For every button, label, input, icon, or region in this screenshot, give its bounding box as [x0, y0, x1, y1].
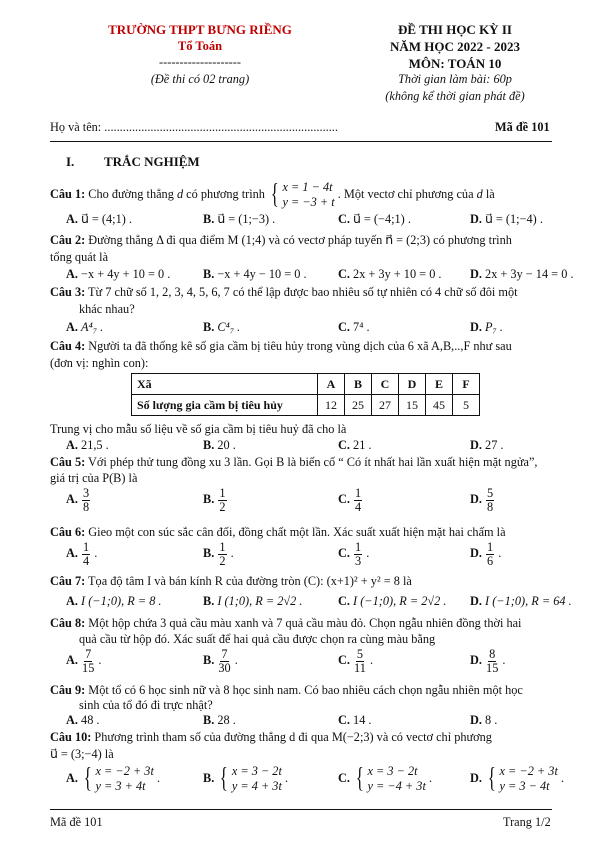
option-b[interactable]: B. I (1;0), R = 2√2 . — [203, 594, 303, 608]
exam-title: ĐỀ THI HỌC KỲ II — [398, 22, 512, 37]
question-text: Tọa độ tâm I và bán kính R của đường tròn (C): (x+1)² + y² = 8 là — [88, 574, 412, 588]
exam-time-note: (không kể thời gian phát đề) — [385, 89, 525, 103]
option-d[interactable]: D. $\frac{5}{8}$ — [470, 486, 494, 514]
option-a[interactable]: A. I (−1;0), R = 8 . — [66, 594, 162, 608]
table-cell: 5 — [453, 395, 480, 416]
question-5 — [50, 455, 538, 470]
question-text: (đơn vị: nghìn con): — [50, 356, 149, 370]
option-a[interactable]: A. −x + 4y + 10 = 0 . — [66, 267, 171, 281]
table-row — [132, 374, 480, 395]
question-7 — [50, 574, 412, 589]
question-label: Câu 4: — [50, 339, 86, 353]
question-text: Một tổ có 6 học sinh nữ và 8 học sinh nam. Có bao nhiêu cách chọn ngẫu nhiên một học — [88, 683, 523, 697]
option-b[interactable]: B. $\frac{1}{2}$ . — [203, 540, 234, 568]
department: Tổ Toán — [177, 39, 223, 53]
option-a[interactable]: A. { x = −2 + 3t y = 3 + 4t . — [66, 763, 161, 795]
question-2 — [50, 233, 512, 248]
eq-y: y = −3 + t — [282, 195, 335, 210]
option-d[interactable]: D. I (−1;0), R = 64 . — [470, 594, 572, 608]
question-label: Câu 1: — [50, 187, 86, 202]
option-c[interactable]: C. 2x + 3y + 10 = 0 . — [338, 267, 442, 281]
table-cell: F — [453, 374, 480, 395]
question-label: Câu 10: — [50, 730, 92, 744]
question-6 — [50, 525, 506, 540]
option-c[interactable]: C. 7⁴ . — [338, 320, 370, 334]
footer-divider — [50, 809, 552, 810]
question-label: Câu 6: — [50, 525, 86, 539]
question-8 — [50, 616, 521, 631]
option-b[interactable]: B. C⁴₇ . — [203, 320, 241, 334]
option-b[interactable]: B. 28 . — [203, 713, 236, 727]
question-text: có phương trình — [186, 187, 265, 202]
question-text: Một hộp chứa 3 quả cầu màu xanh và 7 quả cầu màu đỏ. Chọn ngẫu nhiên đồng thời hai — [88, 616, 522, 630]
table-cell: Xã — [132, 374, 318, 395]
exam-code: Mã đề 101 — [495, 120, 550, 134]
question-label: Câu 5: — [50, 455, 86, 469]
question-1 — [50, 180, 495, 211]
question-text: Đường thẳng Δ đi qua điểm M (1;4) và có vectơ pháp tuyến n⃗ = (2;3) có phương trình — [88, 233, 512, 247]
option-a[interactable]: A. 48 . — [66, 713, 100, 727]
footer-page: Trang 1/2 — [503, 815, 551, 829]
question-text: là — [485, 187, 495, 202]
question-text: sinh của tổ đó đi trực nhật? — [79, 698, 213, 712]
table-cell: 45 — [426, 395, 453, 416]
eq-x: x = 1 − 4t — [282, 180, 333, 194]
var-d: d — [476, 187, 483, 202]
school-year: NĂM HỌC 2022 - 2023 — [390, 39, 520, 54]
option-d[interactable]: D. $\frac{8}{15}$ . — [470, 647, 506, 675]
question-9 — [50, 683, 523, 698]
question-text: . Một vectơ chỉ phương của — [337, 187, 474, 202]
option-c[interactable]: C. I (−1;0), R = 2√2 . — [338, 594, 447, 608]
option-d[interactable]: D. 27 . — [470, 438, 504, 452]
table-cell: A — [318, 374, 345, 395]
option-b[interactable]: B. $\frac{1}{2}$ — [203, 486, 226, 514]
question-text: Từ 7 chữ số 1, 2, 3, 4, 5, 6, 7 có thể lập được bao nhiêu số tự nhiên có 4 chữ số đôi một — [88, 285, 518, 299]
question-text: khác nhau? — [79, 302, 135, 316]
option-a[interactable]: A. 21,5 . — [66, 438, 109, 452]
question-label: Câu 2: — [50, 233, 86, 247]
question-label: Câu 7: — [50, 574, 86, 588]
table-cell: E — [426, 374, 453, 395]
option-d[interactable]: D. $\frac{1}{6}$ . — [470, 540, 502, 568]
table-cell: 12 — [318, 395, 345, 416]
data-table — [131, 373, 480, 416]
question-text: Phương trình tham số của đường thẳng d đi qua M(−2;3) và có vectơ chỉ phương — [94, 730, 492, 744]
option-a[interactable]: A. $\frac{3}{8}$ — [66, 486, 90, 514]
question-text: quả cầu từ hộp đó. Xác suất để hai quả cầu được chọn ra cùng màu bằng — [79, 632, 436, 646]
question-text: Cho đường thẳng — [88, 187, 174, 202]
question-text: Trung vị cho mẫu số liệu về số gia cầm bị tiêu huỷ đã cho là — [50, 422, 347, 436]
table-row — [132, 395, 480, 416]
student-name-field[interactable]: Họ và tên: ............................................................................ — [50, 120, 338, 134]
section-title: TRẮC NGHIỆM — [104, 154, 200, 169]
option-a[interactable]: A. A⁴₇ . — [66, 320, 104, 334]
option-d[interactable]: D. 8 . — [470, 713, 498, 727]
option-b[interactable]: B. { x = 3 − 2t y = 4 + 3t . — [203, 763, 289, 795]
question-text: Người ta đã thống kê số gia cầm bị tiêu hủy trong vùng dịch của 6 xã A,B,..,F như sau — [88, 339, 512, 353]
option-c[interactable]: C. $\frac{5}{11}$ . — [338, 647, 374, 675]
question-3 — [50, 285, 518, 300]
table-cell: C — [372, 374, 399, 395]
table-cell: Số lượng gia cầm bị tiêu hủy — [132, 395, 318, 416]
table-cell: 25 — [345, 395, 372, 416]
header-divider — [50, 141, 552, 142]
table-cell: 15 — [399, 395, 426, 416]
question-label: Câu 3: — [50, 285, 86, 299]
var-d: d — [176, 187, 184, 202]
option-a[interactable]: A. $\frac{1}{4}$ . — [66, 540, 98, 568]
subject: MÔN: TOÁN 10 — [408, 56, 502, 71]
question-label: Câu 8: — [50, 616, 86, 630]
option-d[interactable]: D. { x = −2 + 3t y = 3 − 4t . — [470, 763, 565, 795]
option-c[interactable]: C. $\frac{1}{3}$ . — [338, 540, 370, 568]
table-cell: B — [345, 374, 372, 395]
option-b[interactable]: B. −x + 4y − 10 = 0 . — [203, 267, 307, 281]
question-text: u⃗ = (3;−4) là — [50, 747, 114, 761]
option-a[interactable]: A. $\frac{7}{15}$ . — [66, 647, 102, 675]
option-b[interactable]: B. u⃗ = (1;−3) . — [203, 212, 276, 226]
footer-code: Mã đề 101 — [50, 815, 103, 829]
question-text: giá trị của P(B) là — [50, 471, 138, 485]
header-dashes: -------------------- — [159, 55, 241, 69]
option-d[interactable]: D. P₇ . — [470, 320, 503, 334]
exam-time: Thời gian làm bài: 60p — [398, 72, 512, 86]
question-text: tổng quát là — [50, 250, 109, 264]
option-c[interactable]: C. u⃗ = (−4;1) . — [338, 212, 411, 226]
question-label: Câu 9: — [50, 683, 86, 697]
question-10 — [50, 730, 492, 745]
option-c[interactable]: C. { x = 3 − 2t y = −4 + 3t . — [338, 763, 433, 795]
option-b[interactable]: B. $\frac{7}{30}$ . — [203, 647, 238, 675]
school-name: TRƯỜNG THPT BƯNG RIỀNG — [108, 22, 292, 37]
param-system: { x = 1 − 4t y = −3 + t — [270, 179, 335, 211]
pages-note: (Đề thi có 02 trang) — [150, 72, 250, 86]
table-cell: D — [399, 374, 426, 395]
option-d[interactable]: D. 2x + 3y − 14 = 0 . — [470, 267, 574, 281]
question-text: Với phép thử tung đồng xu 3 lần. Gọi B là biến cố “ Có ít nhất hai lần xuất hiện mặt ngửa”, — [88, 455, 538, 469]
question-text: Gieo một con súc sắc cân đối, đồng chất một lần. Xác suất xuất hiện mặt hai chấm là — [88, 525, 506, 539]
option-b[interactable]: B. 20 . — [203, 438, 236, 452]
option-a[interactable]: A. u⃗ = (4;1) . — [66, 212, 132, 226]
option-c[interactable]: C. 14 . — [338, 713, 372, 727]
option-d[interactable]: D. u⃗ = (1;−4) . — [470, 212, 543, 226]
section-number: I. — [66, 154, 75, 169]
table-cell: 27 — [372, 395, 399, 416]
question-4 — [50, 339, 512, 354]
option-c[interactable]: C. $\frac{1}{4}$ — [338, 486, 362, 514]
option-c[interactable]: C. 21 . — [338, 438, 372, 452]
